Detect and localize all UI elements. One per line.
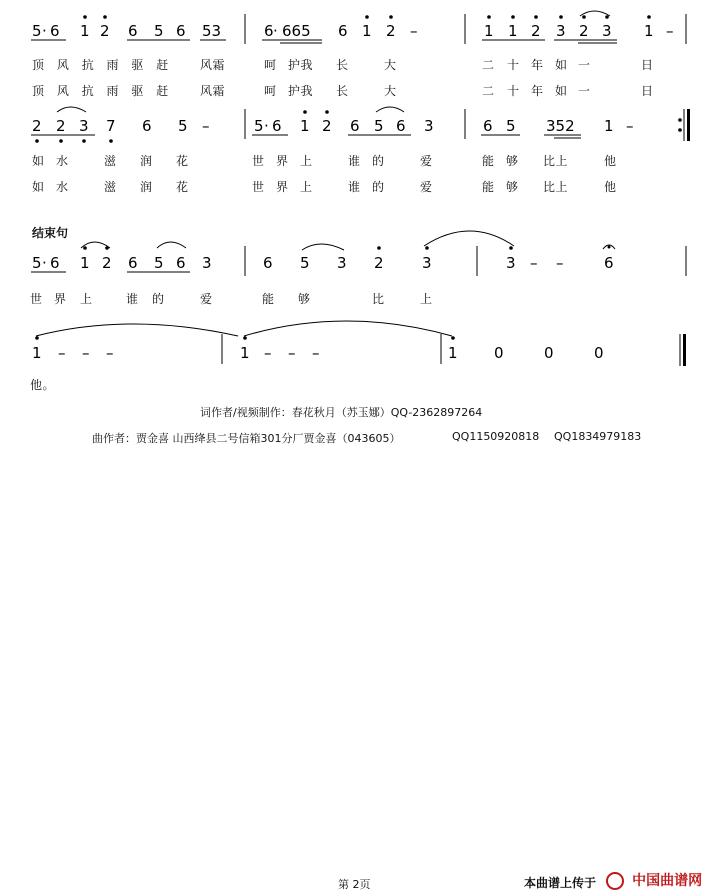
svg-text:7: 7 <box>106 117 116 135</box>
lyric: 爱 <box>420 154 433 168</box>
svg-text:5: 5 <box>374 117 384 135</box>
page-number: 第 2页 <box>338 878 371 891</box>
svg-text:·: · <box>264 117 269 135</box>
lyric: 花 <box>176 154 189 168</box>
lyric: 抗 <box>81 58 95 72</box>
svg-text:5: 5 <box>254 117 264 135</box>
svg-text:6: 6 <box>176 22 186 40</box>
lyric: 爱 <box>420 180 433 194</box>
svg-text:5: 5 <box>178 117 188 135</box>
lyric: 一 <box>578 58 591 72</box>
svg-text:3: 3 <box>424 117 434 135</box>
lyric: 谁 <box>348 154 361 168</box>
svg-text:·: · <box>42 22 47 40</box>
svg-text:–: – <box>202 117 210 135</box>
svg-text:352: 352 <box>546 117 575 135</box>
svg-text:0: 0 <box>494 344 504 362</box>
lyric: 的 <box>372 154 385 168</box>
lyric: 年 <box>531 84 544 98</box>
lyric: 界 <box>276 154 289 168</box>
svg-text:6: 6 <box>350 117 360 135</box>
lyric: 十 <box>507 84 520 98</box>
svg-text:–: – <box>58 344 66 362</box>
svg-text:6: 6 <box>128 254 138 272</box>
svg-text:6: 6 <box>128 22 138 40</box>
svg-text:5: 5 <box>32 22 42 40</box>
lyric: 二 <box>482 58 495 72</box>
lyrics-row1-a <box>32 56 169 73</box>
svg-text:2: 2 <box>531 22 541 40</box>
lyric: 世 <box>30 292 43 306</box>
svg-text:53: 53 <box>202 22 222 40</box>
svg-text:2: 2 <box>322 117 332 135</box>
svg-text:3: 3 <box>556 22 566 40</box>
svg-text:2: 2 <box>56 117 66 135</box>
svg-text:2: 2 <box>100 22 110 40</box>
lyric: 雨 <box>106 84 120 98</box>
svg-text:2: 2 <box>102 254 112 272</box>
svg-text:1: 1 <box>362 22 372 40</box>
lyric: 他。 <box>30 378 56 392</box>
svg-text:3: 3 <box>79 117 89 135</box>
svg-text:5: 5 <box>154 254 164 272</box>
svg-text:1: 1 <box>240 344 250 362</box>
lyric: 驱 <box>131 84 144 98</box>
lyric: 水 <box>56 180 69 194</box>
lyric: 抗 <box>81 84 95 98</box>
svg-text:–: – <box>312 344 320 362</box>
lyric: 十 <box>507 58 520 72</box>
svg-text:5: 5 <box>32 254 42 272</box>
svg-text:2: 2 <box>32 117 42 135</box>
svg-text:1: 1 <box>80 22 90 40</box>
lyric: 长 <box>336 58 349 72</box>
lyric: 赶 <box>156 58 169 72</box>
svg-text:6: 6 <box>50 254 60 272</box>
lyric: 比上 <box>543 154 569 168</box>
lyric: 二 <box>482 84 495 98</box>
svg-text:1: 1 <box>448 344 458 362</box>
svg-text:6: 6 <box>50 22 60 40</box>
svg-text:–: – <box>666 22 674 40</box>
lyric: 上 <box>80 292 93 306</box>
svg-text:665: 665 <box>282 22 311 40</box>
lyric: 够 <box>506 154 519 168</box>
lyric: 风 <box>56 84 70 98</box>
lyric: 护我 <box>288 58 314 72</box>
svg-text:1: 1 <box>508 22 518 40</box>
lyric: 如 <box>32 154 45 168</box>
lyric: 世 <box>252 154 265 168</box>
lyric: 顶 <box>32 58 45 72</box>
svg-text:·: · <box>273 22 278 40</box>
lyric: 上 <box>420 292 433 306</box>
lyric: 能 <box>482 180 495 194</box>
svg-text:–: – <box>82 344 90 362</box>
svg-text:–: – <box>106 344 114 362</box>
lyric: 上 <box>300 180 313 194</box>
lyric: 水 <box>56 154 69 168</box>
svg-text:3: 3 <box>202 254 212 272</box>
svg-text:1: 1 <box>644 22 654 40</box>
svg-text:0: 0 <box>544 344 554 362</box>
lyric: 能 <box>482 154 495 168</box>
lyric: 驱 <box>131 58 144 72</box>
lyric: 一 <box>578 84 591 98</box>
lyric: 大 <box>384 84 397 98</box>
logo-text: 中国曲谱网 <box>632 873 703 889</box>
logo-icon <box>606 872 624 890</box>
lyric: 润 <box>140 180 153 194</box>
lyric: 花 <box>176 180 189 194</box>
site-logo[interactable] <box>606 870 702 890</box>
svg-text:6: 6 <box>176 254 186 272</box>
section-label: 结束句 <box>32 226 69 240</box>
lyric: 护我 <box>288 84 314 98</box>
composer-qq-1: QQ1150920818 <box>452 430 540 443</box>
svg-text:·: · <box>42 254 47 272</box>
upload-text: 本曲谱上传于 <box>524 876 597 890</box>
svg-text:5: 5 <box>300 254 310 272</box>
composer-qq-2: QQ1834979183 <box>554 430 642 443</box>
svg-text:6: 6 <box>272 117 282 135</box>
svg-text:6: 6 <box>264 22 274 40</box>
svg-text:6: 6 <box>263 254 273 272</box>
lyric: 呵 <box>264 84 277 98</box>
svg-text:–: – <box>556 254 564 272</box>
lyric: 的 <box>152 292 165 306</box>
lyric: 呵 <box>264 58 277 72</box>
lyric: 爱 <box>200 292 213 306</box>
lyric: 年 <box>531 58 544 72</box>
lyric: 顶 <box>32 84 45 98</box>
svg-text:6: 6 <box>142 117 152 135</box>
lyric: 雨 <box>106 58 120 72</box>
lyrics-row1-b <box>32 82 169 99</box>
lyric: 风霜 <box>200 58 226 72</box>
svg-text:3: 3 <box>337 254 347 272</box>
svg-text:3: 3 <box>602 22 612 40</box>
lyric: 如 <box>32 180 45 194</box>
lyric: 如 <box>555 84 568 98</box>
lyric: 世 <box>252 180 265 194</box>
lyric: 长 <box>336 84 349 98</box>
svg-text:2: 2 <box>374 254 384 272</box>
lyric: 比 <box>372 292 385 306</box>
lyric: 比上 <box>543 180 569 194</box>
svg-text:3: 3 <box>422 254 432 272</box>
svg-text:–: – <box>530 254 538 272</box>
lyric: 润 <box>140 154 153 168</box>
svg-text:6: 6 <box>338 22 348 40</box>
lyric: 的 <box>372 180 385 194</box>
svg-text:6: 6 <box>396 117 406 135</box>
lyric: 谁 <box>348 180 361 194</box>
lyric: 界 <box>54 292 67 306</box>
svg-text:–: – <box>410 22 418 40</box>
lyric: 日 <box>641 84 654 98</box>
lyric: 滋 <box>104 154 117 168</box>
svg-text:1: 1 <box>300 117 310 135</box>
lyric: 滋 <box>104 180 117 194</box>
lyric: 风霜 <box>200 84 226 98</box>
lyricist-credit: 词作者/视频制作：春花秋月（苏玉娜）QQ-2362897264 <box>200 406 483 419</box>
svg-text:0: 0 <box>594 344 604 362</box>
svg-text:–: – <box>626 117 634 135</box>
svg-text:1: 1 <box>484 22 494 40</box>
lyric: 够 <box>298 292 311 306</box>
svg-text:–: – <box>264 344 272 362</box>
svg-text:3: 3 <box>506 254 516 272</box>
lyric: 赶 <box>156 84 169 98</box>
svg-text:1: 1 <box>604 117 614 135</box>
svg-text:5: 5 <box>506 117 516 135</box>
lyric: 能 <box>262 292 275 306</box>
lyric: 如 <box>555 58 568 72</box>
svg-text:–: – <box>288 344 296 362</box>
lyric: 界 <box>276 180 289 194</box>
svg-text:1: 1 <box>32 344 42 362</box>
svg-text:6: 6 <box>483 117 493 135</box>
svg-text:1: 1 <box>80 254 90 272</box>
lyric: 风 <box>56 58 70 72</box>
svg-text:5: 5 <box>154 22 164 40</box>
svg-text:2: 2 <box>386 22 396 40</box>
composer-credit: 曲作者：贾金喜 山西绛县二号信箱301分厂贾金喜（043605） <box>92 432 401 445</box>
lyric: 大 <box>384 58 397 72</box>
lyric: 他 <box>604 154 617 168</box>
svg-text:6: 6 <box>604 254 614 272</box>
lyric: 日 <box>641 58 654 72</box>
lyric: 够 <box>506 180 519 194</box>
lyric: 他 <box>604 180 617 194</box>
svg-text:2: 2 <box>579 22 589 40</box>
lyric: 上 <box>300 154 313 168</box>
lyric: 谁 <box>126 292 139 306</box>
